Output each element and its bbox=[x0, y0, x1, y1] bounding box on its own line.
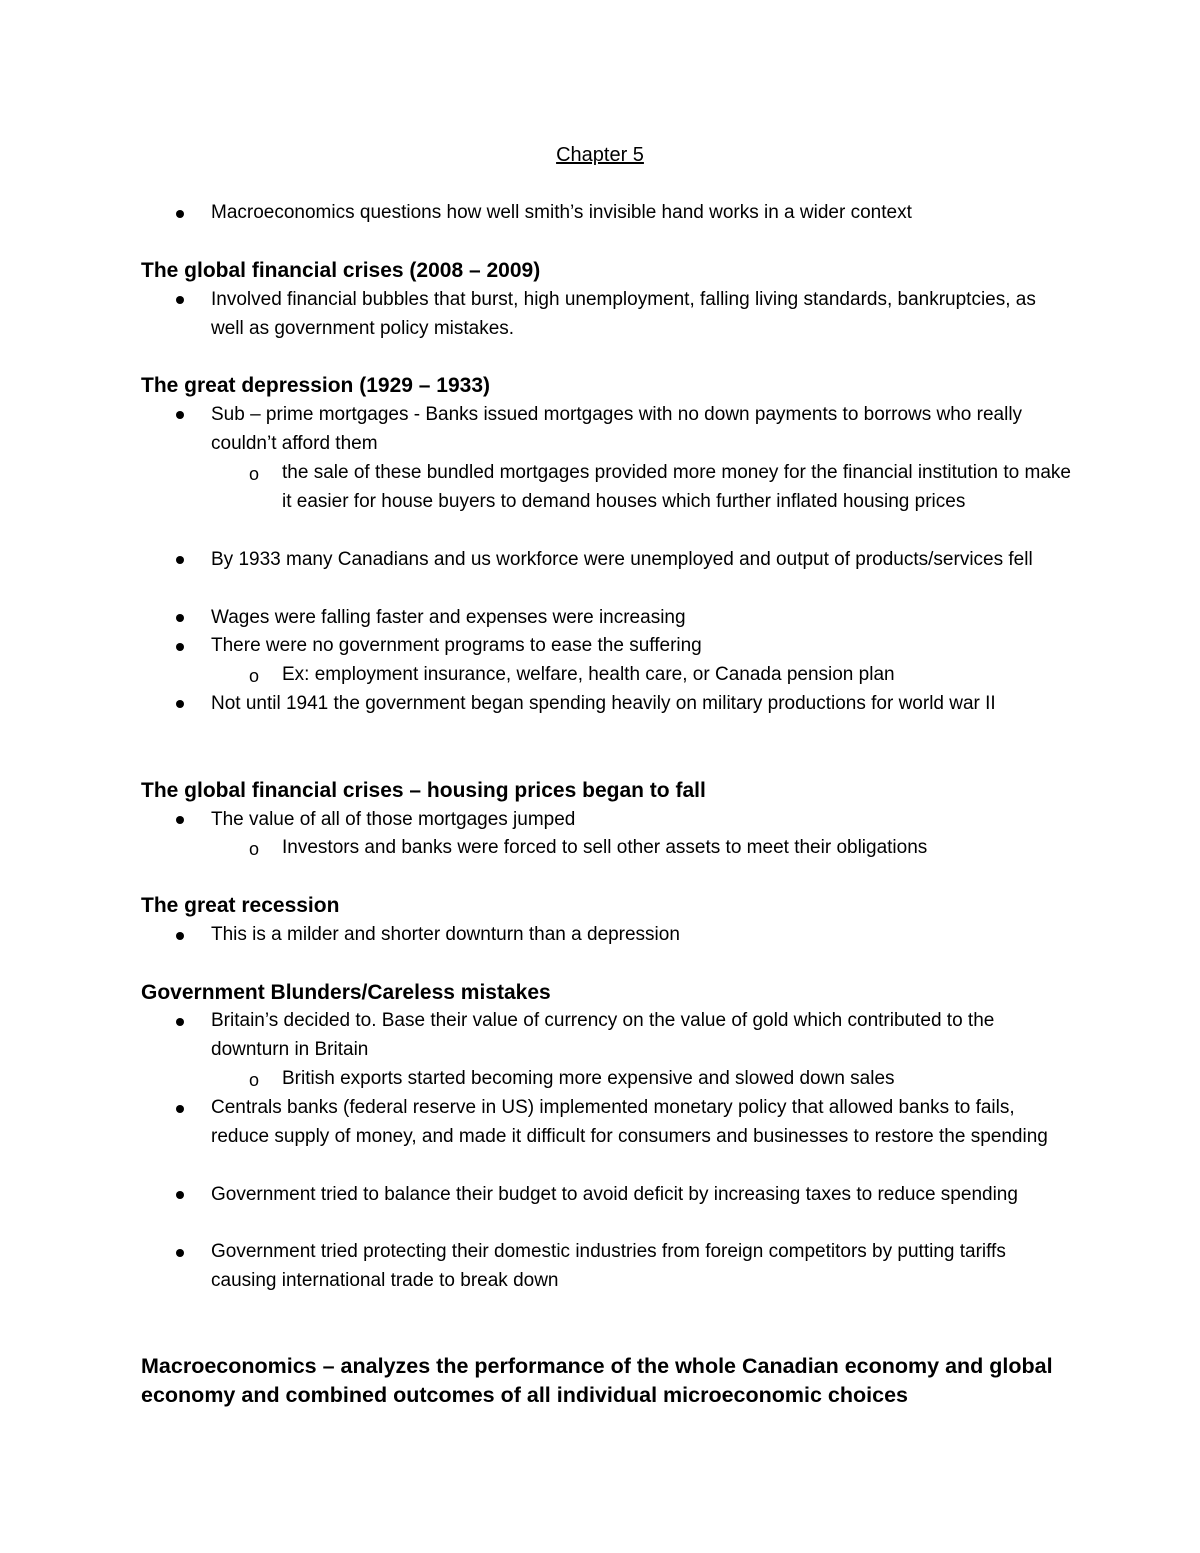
bullet-dot bbox=[176, 411, 184, 419]
list-item: Wages were falling faster and expenses were increasing bbox=[211, 607, 686, 628]
bullet-dot bbox=[176, 1249, 184, 1257]
bullet-dot bbox=[176, 210, 184, 218]
page-title: Chapter 5 bbox=[556, 144, 644, 166]
bullet-dot bbox=[176, 816, 184, 824]
bullet-dot bbox=[176, 1105, 184, 1113]
section-heading-great-recession: The great recession bbox=[141, 894, 340, 917]
section-heading-housing-prices-fall: The global financial crises – housing prices began to fall bbox=[141, 779, 706, 802]
list-item: Government tried to balance their budget to avoid deficit by increasing taxes to reduce spending bbox=[211, 1184, 1018, 1205]
conclusion-definition: Macroeconomics – analyzes the performance of the whole Canadian economy and global economy and combined outcomes of all individual microeconomic choices bbox=[141, 1354, 1053, 1407]
bullet-dot bbox=[176, 932, 184, 940]
intro-bullet: Macroeconomics questions how well smith’s invisible hand works in a wider context bbox=[211, 202, 912, 223]
sub-bullet-marker: o bbox=[249, 666, 260, 686]
list-item: There were no government programs to ease the suffering bbox=[211, 635, 702, 656]
bullet-dot bbox=[176, 556, 184, 564]
sub-bullet-marker: o bbox=[249, 464, 260, 484]
bullet-dot bbox=[176, 614, 184, 622]
list-item: Involved financial bubbles that burst, high unemployment, falling living standards, bankruptcies, as well as government policy mistakes. bbox=[211, 289, 1036, 339]
bullet-dot bbox=[176, 296, 184, 304]
section-heading-global-financial-crises: The global financial crises (2008 – 2009) bbox=[141, 259, 541, 282]
bullet-dot bbox=[176, 700, 184, 708]
list-item: Sub – prime mortgages - Banks issued mortgages with no down payments to borrows who really couldn’t afford them bbox=[211, 404, 1023, 454]
bullet-dot bbox=[176, 1018, 184, 1026]
sub-bullet-marker: o bbox=[249, 839, 260, 859]
list-item: This is a milder and shorter downturn than a depression bbox=[211, 924, 680, 945]
section-heading-great-depression: The great depression (1929 – 1933) bbox=[141, 374, 490, 397]
list-item: By 1933 many Canadians and us workforce were unemployed and output of products/services fell bbox=[211, 549, 1033, 570]
list-item: Government tried protecting their domestic industries from foreign competitors by putting tariffs causing international trade to break down bbox=[211, 1241, 1006, 1291]
list-item: The value of all of those mortgages jumped bbox=[211, 809, 576, 830]
sub-list-item: British exports started becoming more expensive and slowed down sales bbox=[282, 1068, 895, 1089]
section-heading-government-blunders: Government Blunders/Careless mistakes bbox=[141, 981, 551, 1004]
sub-list-item: Ex: employment insurance, welfare, health care, or Canada pension plan bbox=[282, 664, 895, 685]
sub-bullet-marker: o bbox=[249, 1070, 260, 1090]
bullet-dot bbox=[176, 1191, 184, 1199]
sub-list-item: the sale of these bundled mortgages provided more money for the financial institution to make it easier for house buyers to demand houses which further inflated housing prices bbox=[282, 462, 1071, 512]
bullet-dot bbox=[176, 643, 184, 651]
list-item: Centrals banks (federal reserve in US) implemented monetary policy that allowed banks to fails, reduce supply of money, and made it difficult for consumers and businesses to restore the spending bbox=[211, 1097, 1048, 1147]
list-item: Britain’s decided to. Base their value of currency on the value of gold which contributed to the downturn in Britain bbox=[211, 1010, 995, 1060]
list-item: Not until 1941 the government began spending heavily on military productions for world war II bbox=[211, 693, 996, 714]
sub-list-item: Investors and banks were forced to sell other assets to meet their obligations bbox=[282, 837, 928, 858]
